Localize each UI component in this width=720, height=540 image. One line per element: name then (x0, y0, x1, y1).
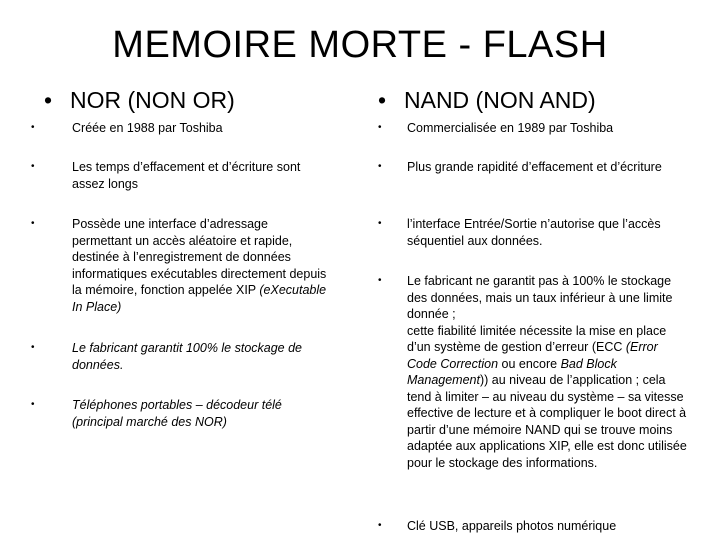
bullet: • (378, 161, 382, 172)
heading-bullet: • (44, 87, 53, 113)
bullet: • (378, 218, 382, 229)
nor-item-4-text: Le fabricant garantit 100% le stockage de données. (72, 341, 303, 372)
nand-heading (378, 86, 596, 114)
nor-item-1-text: Créée en 1988 par Toshiba (72, 121, 223, 135)
bullet: • (31, 161, 35, 172)
bullet: • (31, 399, 35, 410)
nand-item-2 (378, 159, 690, 176)
nor-item-3 (31, 216, 331, 315)
nor-item-5-text: Téléphones portables – décodeur télé (principal marché des NOR) (72, 398, 282, 429)
nor-item-5 (31, 397, 331, 430)
nor-heading (44, 86, 235, 114)
nor-item-3-italic: (eXecutable In Place) (72, 283, 327, 314)
nand-item-2-text: Plus grande rapidité d’effacement et d’écriture (407, 160, 662, 174)
nor-item-3-text: Possède une interface d’adressage permettant un accès aléatoire et rapide, destinée à l’enregistrement de données informatiques exécutables directement depuis la mémoire, fonction appelée XIP (eXecutable In Place) (72, 217, 327, 314)
slide-title: MEMOIRE MORTE - FLASH (112, 24, 608, 66)
nor-item-4 (31, 340, 331, 373)
nand-item-4 (378, 273, 690, 471)
heading-bullet: • (378, 87, 387, 113)
bullet: • (31, 218, 35, 229)
bullet: • (378, 275, 382, 286)
bullet: • (31, 122, 35, 133)
nand-item-3 (378, 216, 690, 249)
nand-item-3-text: l’interface Entrée/Sortie n’autorise que l’accès séquentiel aux données. (407, 217, 661, 248)
nand-item-1-text: Commercialisée en 1989 par Toshiba (407, 121, 614, 135)
nand-item-1 (378, 120, 690, 137)
bullet: • (378, 520, 382, 531)
nor-item-2-text: Les temps d’effacement et d’écriture sont assez longs (72, 160, 301, 191)
nand-item-4-text: Le fabricant ne garantit pas à 100% le stockage des données, mais un taux inférieur à une limite donnée ; cette fiabilité limitée nécessite la mise en place d’un système de gestion d’erreur (ECC (Error Code Correction ou encore Bad Block Management)) au niveau de l’application ; cela tend à limiter – au niveau du système – sa vitesse effective de lecture et à compliquer le boot direct à partir d’une mémoire NAND qui se trouve moins adaptée aux applications XIP, elle est donc utilisée pour le stockage des informations. (407, 274, 687, 470)
nand-item-5-text: Clé USB, appareils photos numérique (407, 519, 617, 533)
bullet: • (31, 342, 35, 353)
nor-item-1 (31, 120, 331, 137)
bullet: • (378, 122, 382, 133)
nand-heading-label: NAND (NON AND) (404, 87, 596, 113)
nor-heading-label: NOR (NON OR) (70, 87, 235, 113)
nand-item-5 (378, 518, 690, 535)
nor-item-2 (31, 159, 331, 192)
